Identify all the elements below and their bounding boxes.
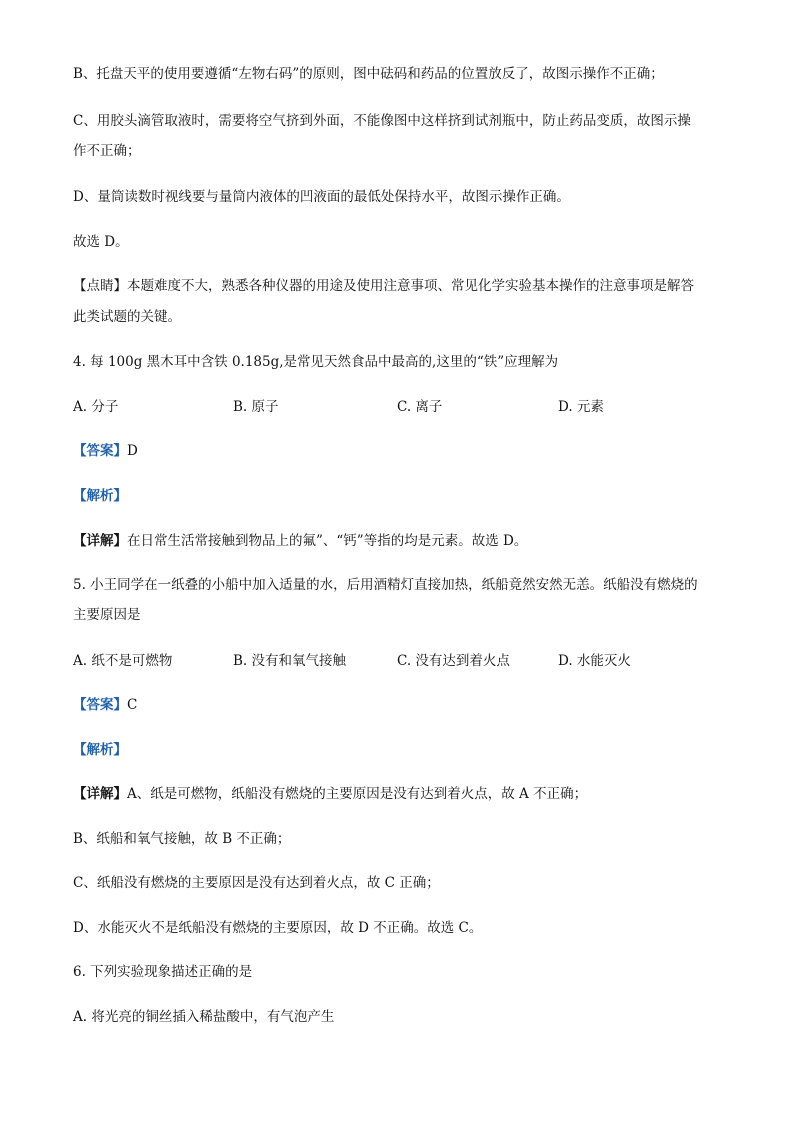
paragraph-c-line1: C、用胶头滴管取液时，需要将空气挤到外面，不能像图中这样挤到试剂瓶中，防止药品变质，故图示操 bbox=[73, 113, 691, 129]
q4-option-d: D. 元素 bbox=[558, 399, 604, 415]
q5-detail-row bbox=[73, 784, 587, 804]
answer-tag: 【答案】 bbox=[73, 443, 127, 459]
detail-tag: 【详解】 bbox=[73, 786, 127, 802]
q4-stem: 4. 每 100g 黑木耳中含铁 0.185g,是常见天然食品中最高的,这里的“铁”应理解为 bbox=[73, 354, 559, 370]
comment-line2: 此类试题的关键。 bbox=[73, 309, 181, 325]
q5-stem-line2: 主要原因是 bbox=[73, 607, 141, 623]
q4-detail-row bbox=[73, 531, 527, 551]
q5-detail-c: C、纸船没有燃烧的主要原因是没有达到着火点，故 C 正确； bbox=[73, 875, 440, 891]
q4-option-c: C. 离子 bbox=[397, 399, 443, 415]
q6-stem: 6. 下列实验现象描述正确的是 bbox=[73, 964, 253, 980]
q5-option-c: C. 没有达到着火点 bbox=[397, 653, 510, 669]
answer-value: C bbox=[127, 697, 138, 713]
q5-stem-line1: 5. 小王同学在一纸叠的小船中加入适量的水，后用酒精灯直接加热，纸船竟然安然无恙。纸船没有燃烧的 bbox=[73, 577, 698, 593]
comment-line1: 【点睛】本题难度不大，熟悉各种仪器的用途及使用注意事项、常见化学实验基本操作的注意事项是解答 bbox=[73, 278, 694, 294]
q4-option-b: B. 原子 bbox=[233, 399, 279, 415]
analysis-tag: 【解析】 bbox=[73, 488, 127, 504]
answer-tag: 【答案】 bbox=[73, 697, 127, 713]
paragraph-conclusion: 故选 D。 bbox=[73, 234, 129, 250]
q5-answer-row bbox=[73, 695, 137, 715]
q5-option-d: D. 水能灭火 bbox=[558, 653, 631, 669]
detail-text-a: A、纸是可燃物，纸船没有燃烧的主要原因是没有达到着火点，故 A 不正确； bbox=[127, 786, 588, 802]
q5-detail-d: D、水能灭火不是纸船没有燃烧的主要原因，故 D 不正确。故选 C。 bbox=[73, 920, 483, 936]
paragraph-d: D、量筒读数时视线要与量筒内液体的凹液面的最低处保持水平，故图示操作正确。 bbox=[73, 189, 570, 205]
q5-option-b: B. 没有和氧气接触 bbox=[233, 653, 347, 669]
detail-tag: 【详解】 bbox=[73, 533, 127, 549]
analysis-tag: 【解析】 bbox=[73, 742, 127, 758]
q6-option-a: A. 将光亮的铜丝插入稀盐酸中，有气泡产生 bbox=[73, 1009, 335, 1025]
detail-text: 在日常生活常接触到物品上的氟”、“钙”等指的均是元素。故选 D。 bbox=[127, 533, 528, 549]
paragraph-c-line2: 作不正确； bbox=[73, 143, 141, 159]
q5-option-a: A. 纸不是可燃物 bbox=[73, 653, 173, 669]
q5-analysis-tag bbox=[73, 740, 127, 760]
answer-value: D bbox=[127, 443, 138, 459]
paragraph-b: B、托盘天平的使用要遵循“左物右码”的原则，图中砝码和药品的位置放反了，故图示操作不正确； bbox=[73, 66, 664, 82]
q5-detail-b: B、纸船和氧气接触，故 B 不正确； bbox=[73, 831, 291, 847]
q4-analysis-tag bbox=[73, 486, 127, 506]
q4-answer-row bbox=[73, 441, 138, 461]
q4-option-a: A. 分子 bbox=[73, 399, 119, 415]
